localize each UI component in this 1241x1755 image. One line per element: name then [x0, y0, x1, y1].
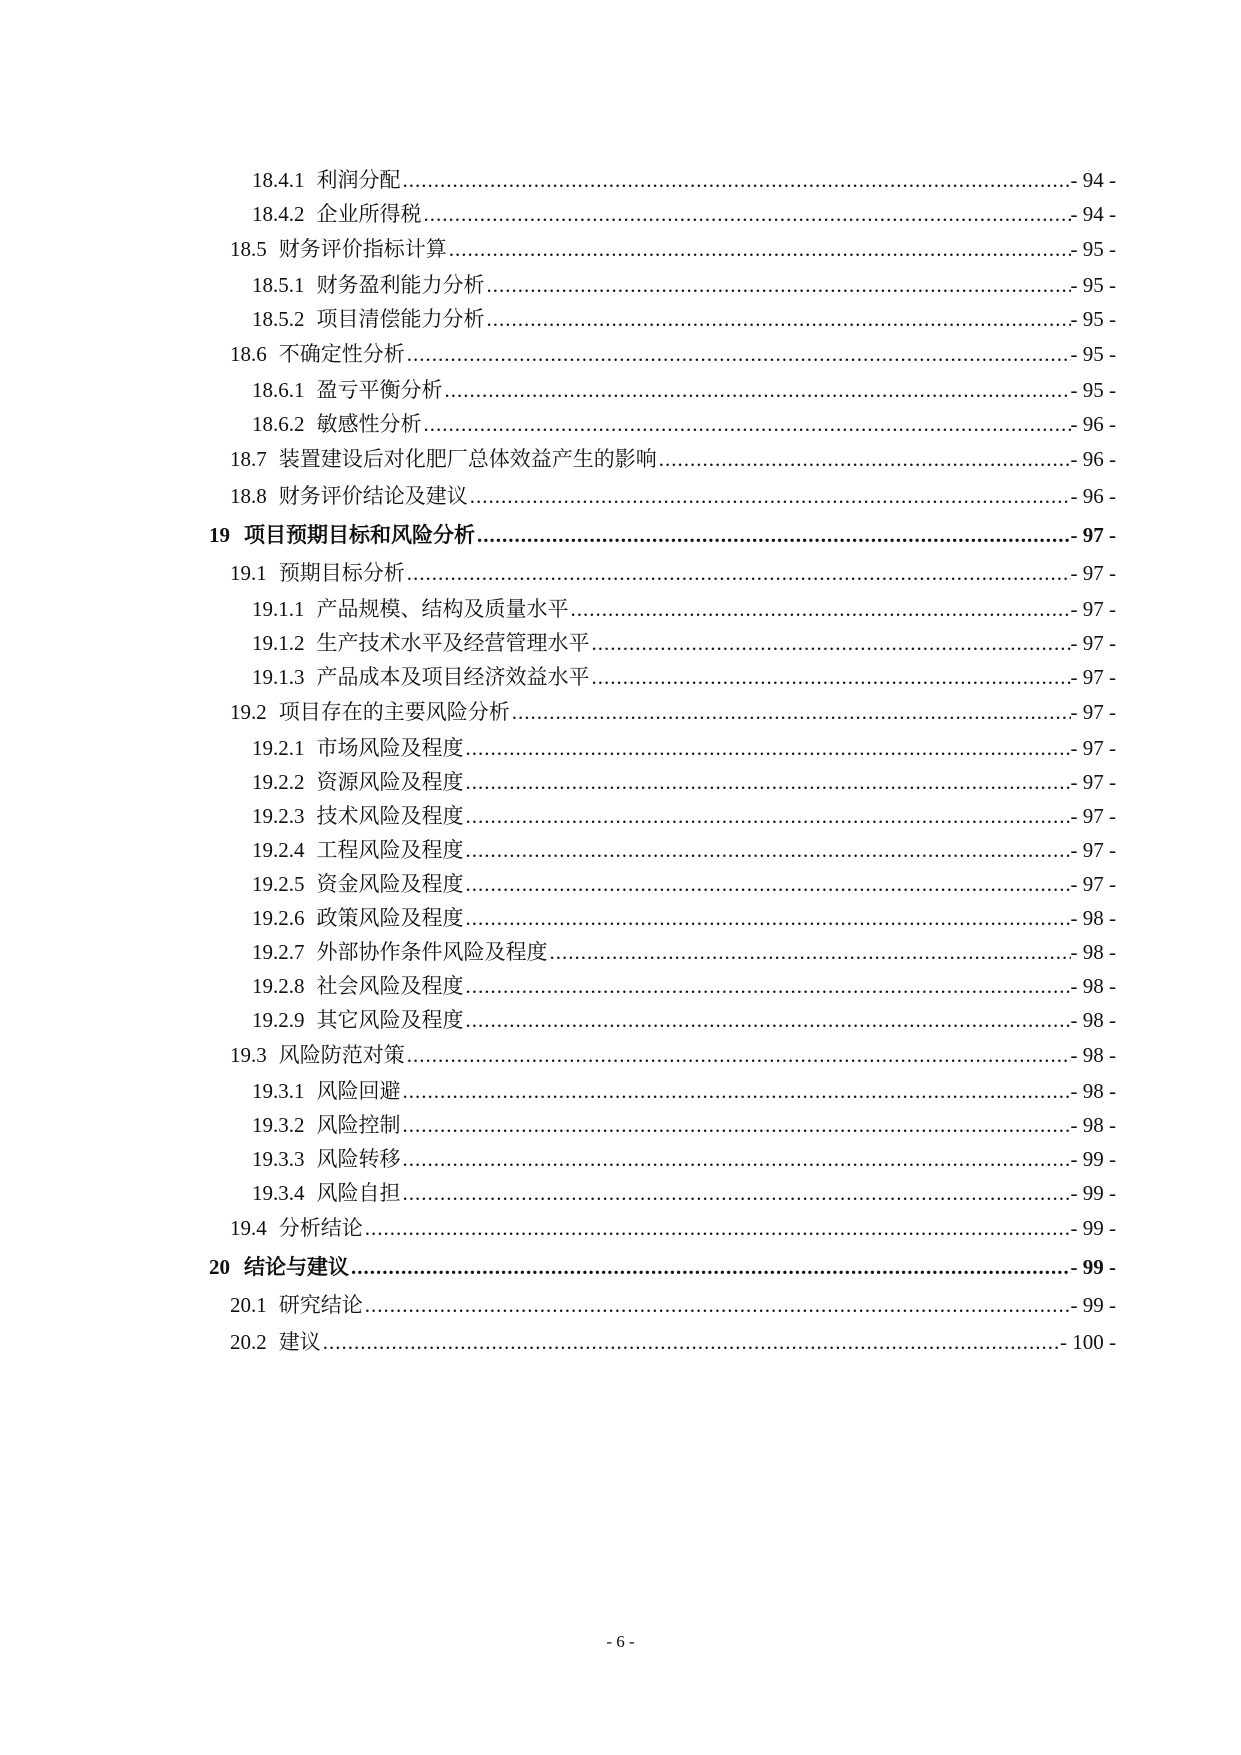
toc-dot-leader — [403, 1176, 1071, 1210]
toc-entry-number: 18.5 — [230, 237, 267, 261]
toc-dot-leader — [466, 867, 1071, 901]
toc-dot-leader — [449, 231, 1071, 268]
toc-dot-leader — [407, 336, 1071, 373]
toc-entry[interactable] — [0, 197, 1241, 231]
toc-entry-page: - 98 - — [1070, 1043, 1116, 1067]
toc-entry-page: - 98 - — [1070, 1113, 1116, 1137]
toc-dot-leader — [466, 731, 1071, 765]
toc-entry-number: 19.2.1 — [252, 736, 305, 760]
toc-entry-page: - 95 - — [1070, 237, 1116, 261]
toc-entry[interactable] — [0, 1037, 1241, 1074]
toc-entry-title: 社会风险及程度 — [316, 974, 464, 998]
toc-entry-number: 19.1.3 — [252, 665, 305, 689]
toc-entry-title: 风险转移 — [316, 1147, 401, 1171]
toc-entry-title: 预期目标分析 — [278, 561, 405, 585]
toc-entry-title: 产品规模、结构及质量水平 — [316, 597, 569, 621]
toc-entry-number: 19.2 — [230, 700, 267, 724]
toc-entry[interactable] — [0, 268, 1241, 302]
toc-entry-page: - 97 - — [1070, 597, 1116, 621]
toc-entry[interactable] — [0, 765, 1241, 799]
toc-entry[interactable] — [0, 373, 1241, 407]
toc-entry-title: 盈亏平衡分析 — [316, 378, 443, 402]
toc-entry-title: 风险防范对策 — [278, 1043, 405, 1067]
toc-entry-page: - 95 - — [1070, 378, 1116, 402]
toc-entry-page: - 97 - — [1070, 804, 1116, 828]
toc-entry[interactable] — [0, 1074, 1241, 1108]
toc-entry-page: - 95 - — [1070, 342, 1116, 366]
toc-entry-number: 20 — [209, 1255, 230, 1279]
toc-entry-title: 资金风险及程度 — [316, 872, 464, 896]
toc-entry[interactable] — [0, 1176, 1241, 1210]
toc-entry[interactable] — [0, 515, 1241, 555]
toc-dot-leader — [466, 765, 1071, 799]
toc-entry-title: 技术风险及程度 — [316, 804, 464, 828]
toc-entry-number: 19.3.2 — [252, 1113, 305, 1137]
toc-entry-number: 18.8 — [230, 484, 267, 508]
toc-dot-leader — [466, 833, 1071, 867]
toc-dot-leader — [470, 478, 1071, 515]
toc-entry-title: 财务盈利能力分析 — [316, 273, 485, 297]
toc-entry-number: 19.2.2 — [252, 770, 305, 794]
toc-entry[interactable] — [0, 1287, 1241, 1324]
toc-dot-leader — [592, 626, 1071, 660]
toc-entry-number: 19.1.2 — [252, 631, 305, 655]
toc-entry[interactable] — [0, 694, 1241, 731]
toc-entry[interactable] — [0, 626, 1241, 660]
toc-entry[interactable] — [0, 1210, 1241, 1247]
toc-entry[interactable] — [0, 407, 1241, 441]
toc-dot-leader — [477, 515, 1071, 555]
toc-entry[interactable] — [0, 867, 1241, 901]
toc-entry-page: - 98 - — [1070, 974, 1116, 998]
toc-entry[interactable] — [0, 799, 1241, 833]
toc-entry[interactable] — [0, 163, 1241, 197]
toc-entry-number: 18.6 — [230, 342, 267, 366]
toc-entry-title: 财务评价指标计算 — [278, 237, 447, 261]
toc-entry-title: 装置建设后对化肥厂总体效益产生的影响 — [278, 447, 657, 471]
toc-entry-title: 资源风险及程度 — [316, 770, 464, 794]
toc-entry-title: 市场风险及程度 — [316, 736, 464, 760]
toc-dot-leader — [424, 197, 1071, 231]
toc-entry-title: 项目存在的主要风险分析 — [278, 700, 510, 724]
toc-entry[interactable] — [0, 302, 1241, 336]
toc-entry-page: - 94 - — [1070, 202, 1116, 226]
toc-entry-number: 19.3.4 — [252, 1181, 305, 1205]
page-number: - 6 - — [606, 1632, 635, 1651]
toc-entry-page: - 99 - — [1070, 1181, 1116, 1205]
toc-entry-page: - 99 - — [1070, 1293, 1116, 1317]
toc-dot-leader — [487, 302, 1071, 336]
toc-dot-leader — [365, 1287, 1071, 1324]
toc-dot-leader — [466, 969, 1071, 1003]
toc-entry[interactable] — [0, 969, 1241, 1003]
toc-entry[interactable] — [0, 441, 1241, 478]
toc-entry[interactable] — [0, 592, 1241, 626]
toc-entry[interactable] — [0, 478, 1241, 515]
toc-entry[interactable] — [0, 231, 1241, 268]
toc-entry-page: - 96 - — [1070, 484, 1116, 508]
toc-entry[interactable] — [0, 660, 1241, 694]
toc-entry[interactable] — [0, 1247, 1241, 1287]
toc-entry-page: - 98 - — [1070, 1079, 1116, 1103]
toc-entry-title: 项目清偿能力分析 — [316, 307, 485, 331]
toc-dot-leader — [466, 901, 1071, 935]
toc-dot-leader — [351, 1247, 1071, 1287]
toc-entry-page: - 96 - — [1070, 412, 1116, 436]
toc-entry-title: 生产技术水平及经营管理水平 — [316, 631, 590, 655]
toc-entry-number: 19.4 — [230, 1216, 267, 1240]
toc-entry-number: 18.5.1 — [252, 273, 305, 297]
toc-dot-leader — [424, 407, 1071, 441]
toc-entry-number: 19.2.7 — [252, 940, 305, 964]
toc-entry[interactable] — [0, 901, 1241, 935]
toc-entry-title: 企业所得税 — [316, 202, 422, 226]
toc-entry-number: 19.3.3 — [252, 1147, 305, 1171]
toc-entry-title: 财务评价结论及建议 — [278, 484, 468, 508]
toc-entry[interactable] — [0, 336, 1241, 373]
toc-dot-leader — [445, 373, 1071, 407]
toc-dot-leader — [466, 1003, 1071, 1037]
toc-entry[interactable] — [0, 1003, 1241, 1037]
toc-dot-leader — [403, 1074, 1071, 1108]
toc-entry-page: - 94 - — [1070, 168, 1116, 192]
toc-dot-leader — [403, 163, 1071, 197]
toc-entry-number: 18.6.2 — [252, 412, 305, 436]
toc-dot-leader — [512, 694, 1071, 731]
toc-entry-page: - 97 - — [1070, 872, 1116, 896]
toc-entry-page: - 97 - — [1070, 736, 1116, 760]
toc-entry-page: - 97 - — [1070, 700, 1116, 724]
toc-entry-title: 项目预期目标和风险分析 — [244, 523, 475, 547]
toc-entry-page: - 98 - — [1070, 940, 1116, 964]
toc-entry-page: - 100 - — [1060, 1330, 1116, 1354]
toc-entry[interactable] — [0, 1142, 1241, 1176]
toc-dot-leader — [407, 555, 1071, 592]
toc-entry-number: 19.2.8 — [252, 974, 305, 998]
toc-dot-leader — [407, 1037, 1071, 1074]
toc-entry-title: 其它风险及程度 — [316, 1008, 464, 1032]
toc-entry-page: - 99 - — [1070, 1216, 1116, 1240]
toc-entry-page: - 99 - — [1070, 1147, 1116, 1171]
toc-entry[interactable] — [0, 1108, 1241, 1142]
toc-entry-page: - 97 - — [1070, 770, 1116, 794]
toc-entry-title: 工程风险及程度 — [316, 838, 464, 862]
toc-entry-number: 18.7 — [230, 447, 267, 471]
toc-entry-title: 利润分配 — [316, 168, 401, 192]
toc-entry-number: 19.1.1 — [252, 597, 305, 621]
toc-entry-number: 19.2.4 — [252, 838, 305, 862]
toc-dot-leader — [592, 660, 1071, 694]
toc-dot-leader — [466, 799, 1071, 833]
toc-entry-number: 18.4.1 — [252, 168, 305, 192]
toc-entry-number: 20.2 — [230, 1330, 267, 1354]
toc-entry-number: 19.3.1 — [252, 1079, 305, 1103]
toc-entry-number: 19.2.6 — [252, 906, 305, 930]
toc-entry-page: - 97 - — [1070, 838, 1116, 862]
toc-entry-number: 19.2.9 — [252, 1008, 305, 1032]
toc-entry-page: - 97 - — [1070, 523, 1116, 547]
toc-entry-title: 风险自担 — [316, 1181, 401, 1205]
toc-dot-leader — [571, 592, 1071, 626]
toc-dot-leader — [659, 441, 1071, 478]
toc-entry-title: 产品成本及项目经济效益水平 — [316, 665, 590, 689]
toc-entry-page: - 95 - — [1070, 307, 1116, 331]
toc-dot-leader — [323, 1324, 1060, 1361]
toc-entry-title: 风险回避 — [316, 1079, 401, 1103]
toc-entry-number: 18.4.2 — [252, 202, 305, 226]
toc-entry[interactable] — [0, 731, 1241, 765]
toc-entry-number: 19.2.5 — [252, 872, 305, 896]
toc-entry-page: - 99 - — [1070, 1255, 1116, 1279]
toc-entry-number: 19.1 — [230, 561, 267, 585]
toc-entry-number: 20.1 — [230, 1293, 267, 1317]
toc-entry-title: 建议 — [278, 1330, 321, 1354]
toc-entry-page: - 98 - — [1070, 906, 1116, 930]
toc-entry-title: 外部协作条件风险及程度 — [316, 940, 548, 964]
toc-entry[interactable] — [0, 935, 1241, 969]
toc-entry-number: 19.2.3 — [252, 804, 305, 828]
toc-dot-leader — [365, 1210, 1071, 1247]
toc-dot-leader — [403, 1108, 1071, 1142]
toc-entry-page: - 98 - — [1070, 1008, 1116, 1032]
toc-entry-number: 18.5.2 — [252, 307, 305, 331]
toc-entry[interactable] — [0, 1324, 1241, 1361]
toc-entry-title: 敏感性分析 — [316, 412, 422, 436]
toc-entry-page: - 97 - — [1070, 631, 1116, 655]
toc-entry-title: 政策风险及程度 — [316, 906, 464, 930]
toc-entry-title: 分析结论 — [278, 1216, 363, 1240]
toc-entry-title: 结论与建议 — [244, 1255, 349, 1279]
table-of-contents — [0, 163, 1241, 1361]
toc-entry[interactable] — [0, 833, 1241, 867]
toc-entry-page: - 97 - — [1070, 665, 1116, 689]
toc-entry-page: - 96 - — [1070, 447, 1116, 471]
toc-entry-number: 19 — [209, 523, 230, 547]
toc-dot-leader — [487, 268, 1071, 302]
toc-entry-title: 研究结论 — [278, 1293, 363, 1317]
toc-entry-page: - 95 - — [1070, 273, 1116, 297]
toc-entry-page: - 97 - — [1070, 561, 1116, 585]
toc-entry-number: 18.6.1 — [252, 378, 305, 402]
toc-dot-leader — [403, 1142, 1071, 1176]
toc-entry[interactable] — [0, 555, 1241, 592]
toc-entry-number: 19.3 — [230, 1043, 267, 1067]
toc-dot-leader — [550, 935, 1071, 969]
toc-entry-title: 风险控制 — [316, 1113, 401, 1137]
toc-entry-title: 不确定性分析 — [278, 342, 405, 366]
